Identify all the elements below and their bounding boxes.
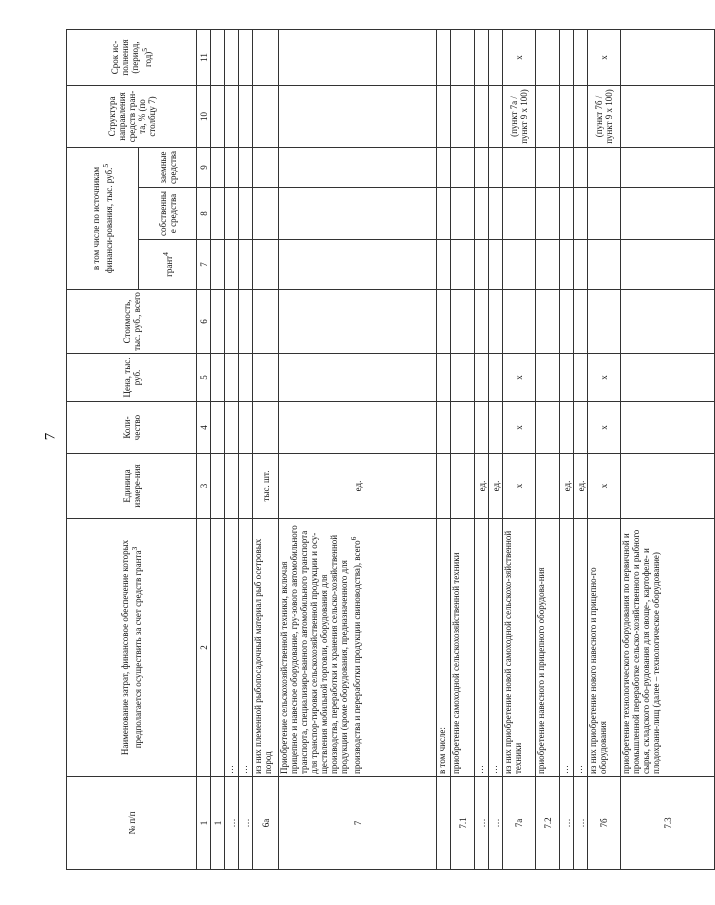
- cell-unit: [621, 454, 715, 519]
- col-number: 1: [197, 777, 211, 870]
- cell-num: …: [225, 777, 239, 870]
- header-name: Наименование затрат, финансовое обеспечение которых предполагается осуществить за счет средств гранта$^3$: [67, 519, 197, 777]
- cell-own: [489, 188, 503, 240]
- col-number: 11: [197, 29, 211, 85]
- header-sources: в том числе по источникам финанси-рования, тыс. руб.$^5$: [67, 147, 139, 289]
- cell-term: [253, 29, 279, 85]
- header-grant: грант$^4$: [139, 240, 197, 290]
- table-row: [588, 29, 621, 869]
- cell-qty: [211, 402, 225, 454]
- cell-num: 1: [211, 777, 225, 870]
- cell-term: [225, 29, 239, 85]
- cell-own: [475, 188, 489, 240]
- cell-loan: [621, 147, 715, 187]
- cell-loan: [437, 147, 451, 187]
- cell-cost: [503, 290, 536, 354]
- cell-grant: [489, 240, 503, 290]
- cell-name: приобретение самоходной сельскохозяйственной техники: [451, 519, 475, 777]
- header-qty: Коли-чество: [67, 402, 197, 454]
- col-number: 2: [197, 519, 211, 777]
- cell-price: [489, 354, 503, 402]
- cell-qty: [475, 402, 489, 454]
- cell-name: …: [225, 519, 239, 777]
- col-number: 8: [197, 188, 211, 240]
- cell-qty: х: [503, 402, 536, 454]
- cell-price: [239, 354, 253, 402]
- cell-qty: [560, 402, 574, 454]
- cell-term: [489, 29, 503, 85]
- cell-price: [253, 354, 279, 402]
- cell-grant: [211, 240, 225, 290]
- cell-unit: [437, 454, 451, 519]
- cell-num: 7.2: [536, 777, 560, 870]
- table-row: [574, 29, 588, 869]
- cell-own: [239, 188, 253, 240]
- table-row: [437, 29, 451, 869]
- table-body: [211, 29, 715, 869]
- cell-loan: [279, 147, 437, 187]
- cell-qty: [536, 402, 560, 454]
- table-row: [225, 29, 239, 869]
- header-term: Срок ис-полнения (период, год)$^5$: [67, 29, 197, 85]
- cell-cost: [489, 290, 503, 354]
- cell-own: [437, 188, 451, 240]
- col-number: 4: [197, 402, 211, 454]
- cell-price: х: [588, 354, 621, 402]
- cell-num: 7а: [503, 777, 536, 870]
- cell-qty: [489, 402, 503, 454]
- cell-grant: [536, 240, 560, 290]
- cell-num: 7.1: [451, 777, 475, 870]
- cell-own: [536, 188, 560, 240]
- cell-num: …: [489, 777, 503, 870]
- cell-name: из них племенной рыбопосадочный материал рыб осетровых пород: [253, 519, 279, 777]
- table-row: [253, 29, 279, 869]
- cell-struct: (пункт 7а / пункт 9 х 100): [503, 85, 536, 147]
- cell-unit: [536, 454, 560, 519]
- cell-qty: [253, 402, 279, 454]
- cell-name: из них приобретение новой самоходной сельскохо-зяйственной техники: [503, 519, 536, 777]
- cell-loan: [574, 147, 588, 187]
- cell-struct: [253, 85, 279, 147]
- table-row: [475, 29, 489, 869]
- cell-struct: [211, 85, 225, 147]
- cell-term: [239, 29, 253, 85]
- cell-cost: [560, 290, 574, 354]
- cell-loan: [489, 147, 503, 187]
- cell-term: [279, 29, 437, 85]
- header-unit: Единица измере-ния: [67, 454, 197, 519]
- table-row: [503, 29, 536, 869]
- cell-grant: [239, 240, 253, 290]
- header-num: № п/п: [67, 777, 197, 870]
- cell-name: Приобретение сельскохозяйственной техники, включая прицепное и навесное оборудование, гру-зового автомобильного транспорта, специализиро-ванного автомобильного транспорта для транспор-тировки сельскохозяйственной продукции и осу-ществления мобильной торговли, оборудования для производства, переработки и хранения сельско-хозяйственной продукции (кроме оборудования, предназначенного для производства и переработки продукции свиноводства), всего$^6$: [279, 519, 437, 777]
- cell-own: [503, 188, 536, 240]
- cell-struct: (пункт 7б / пункт 9 х 100): [588, 85, 621, 147]
- col-number: 6: [197, 290, 211, 354]
- cell-unit: ед.: [560, 454, 574, 519]
- cell-grant: [621, 240, 715, 290]
- cell-grant: [588, 240, 621, 290]
- cell-cost: [437, 290, 451, 354]
- cell-grant: [560, 240, 574, 290]
- cell-unit: [451, 454, 475, 519]
- cell-loan: [211, 147, 225, 187]
- cell-name: в том числе:: [437, 519, 451, 777]
- cell-name: …: [475, 519, 489, 777]
- cell-term: [536, 29, 560, 85]
- rotated-table-container: [66, 30, 673, 870]
- cell-grant: [574, 240, 588, 290]
- cell-struct: [489, 85, 503, 147]
- cell-cost: [225, 290, 239, 354]
- cell-num: 7б: [588, 777, 621, 870]
- cell-struct: [437, 85, 451, 147]
- cell-term: [560, 29, 574, 85]
- cell-term: [574, 29, 588, 85]
- cell-unit: ед.: [489, 454, 503, 519]
- column-numbers-row: [197, 29, 211, 869]
- cell-cost: [536, 290, 560, 354]
- header-structure: Структура направления средств гран-та, % (по столбцу 7): [67, 85, 197, 147]
- cell-unit: [211, 454, 225, 519]
- cell-cost: [279, 290, 437, 354]
- cell-unit: х: [588, 454, 621, 519]
- cell-grant: [451, 240, 475, 290]
- cell-name: [211, 519, 225, 777]
- cell-price: [536, 354, 560, 402]
- cell-num: 7: [279, 777, 437, 870]
- cell-loan: [503, 147, 536, 187]
- cell-term: [475, 29, 489, 85]
- cell-struct: [451, 85, 475, 147]
- cell-cost: [621, 290, 715, 354]
- cell-unit: [239, 454, 253, 519]
- header-own: собственные средства: [139, 188, 197, 240]
- table-row: [536, 29, 560, 869]
- cell-grant: [503, 240, 536, 290]
- cell-term: [451, 29, 475, 85]
- cell-name: …: [239, 519, 253, 777]
- table-row: [211, 29, 225, 869]
- header-cost: Стоимость, тыс. руб., всего: [67, 290, 197, 354]
- cell-unit: х: [503, 454, 536, 519]
- cell-struct: [536, 85, 560, 147]
- col-number: 7: [197, 240, 211, 290]
- cell-num: …: [574, 777, 588, 870]
- cell-grant: [279, 240, 437, 290]
- cell-num: …: [239, 777, 253, 870]
- cell-qty: [621, 402, 715, 454]
- cell-unit: ед.: [574, 454, 588, 519]
- cell-qty: х: [588, 402, 621, 454]
- table-row: [489, 29, 503, 869]
- cell-name: приобретение навесного и прицепного оборудова-ния: [536, 519, 560, 777]
- cell-price: [279, 354, 437, 402]
- cell-struct: [560, 85, 574, 147]
- cell-price: [621, 354, 715, 402]
- cell-qty: [451, 402, 475, 454]
- cell-price: [451, 354, 475, 402]
- cell-cost: [239, 290, 253, 354]
- cell-name: из них приобретение нового навесного и прицепно-го оборудования: [588, 519, 621, 777]
- cell-qty: [225, 402, 239, 454]
- cell-grant: [437, 240, 451, 290]
- cell-name: …: [489, 519, 503, 777]
- cell-grant: [253, 240, 279, 290]
- cell-own: [451, 188, 475, 240]
- cell-cost: [451, 290, 475, 354]
- cell-cost: [253, 290, 279, 354]
- cell-loan: [588, 147, 621, 187]
- cell-num: …: [560, 777, 574, 870]
- cell-price: [560, 354, 574, 402]
- cell-term: х: [588, 29, 621, 85]
- cell-price: [574, 354, 588, 402]
- cell-price: [437, 354, 451, 402]
- cell-unit: [225, 454, 239, 519]
- cell-loan: [475, 147, 489, 187]
- cell-qty: [437, 402, 451, 454]
- cell-unit: ед.: [475, 454, 489, 519]
- cell-struct: [574, 85, 588, 147]
- cell-unit: ед.: [279, 454, 437, 519]
- cell-own: [588, 188, 621, 240]
- cell-own: [560, 188, 574, 240]
- cell-cost: [574, 290, 588, 354]
- table-row: [451, 29, 475, 869]
- cell-loan: [451, 147, 475, 187]
- table-row: [239, 29, 253, 869]
- cell-struct: [621, 85, 715, 147]
- col-number: 10: [197, 85, 211, 147]
- cell-num: 7.3: [621, 777, 715, 870]
- col-number: 3: [197, 454, 211, 519]
- page-number: 7: [42, 432, 59, 441]
- cell-loan: [225, 147, 239, 187]
- col-number: 5: [197, 354, 211, 402]
- cell-own: [621, 188, 715, 240]
- cell-loan: [560, 147, 574, 187]
- cell-qty: [279, 402, 437, 454]
- cell-own: [574, 188, 588, 240]
- cell-price: [211, 354, 225, 402]
- cell-own: [225, 188, 239, 240]
- cell-struct: [279, 85, 437, 147]
- cell-own: [253, 188, 279, 240]
- cell-term: [211, 29, 225, 85]
- expense-table: [66, 29, 715, 870]
- cell-cost: [588, 290, 621, 354]
- cell-struct: [225, 85, 239, 147]
- cell-qty: [239, 402, 253, 454]
- cell-loan: [239, 147, 253, 187]
- cell-num: 6а: [253, 777, 279, 870]
- cell-grant: [475, 240, 489, 290]
- cell-cost: [211, 290, 225, 354]
- table-row: [621, 29, 715, 869]
- table-row: [279, 29, 437, 869]
- cell-num: …: [475, 777, 489, 870]
- table-row: [560, 29, 574, 869]
- cell-name: приобретение технологического оборудования по первичной и промышленной переработке сельско-хозяйственного и рыбного сырья, складского обо-рудования для овоще-, картофеле- и плодохрани-лищ (далее – технологическое оборудование): [621, 519, 715, 777]
- cell-price: х: [503, 354, 536, 402]
- cell-name: …: [560, 519, 574, 777]
- cell-term: [621, 29, 715, 85]
- cell-term: [437, 29, 451, 85]
- cell-cost: [475, 290, 489, 354]
- header-loan: заемные средства: [139, 147, 197, 187]
- cell-grant: [225, 240, 239, 290]
- cell-own: [211, 188, 225, 240]
- cell-own: [279, 188, 437, 240]
- cell-price: [225, 354, 239, 402]
- cell-num: [437, 777, 451, 870]
- cell-struct: [475, 85, 489, 147]
- header-price: Цена, тыс. руб.: [67, 354, 197, 402]
- cell-loan: [536, 147, 560, 187]
- cell-loan: [253, 147, 279, 187]
- cell-name: …: [574, 519, 588, 777]
- cell-qty: [574, 402, 588, 454]
- cell-unit: тыс. шт.: [253, 454, 279, 519]
- cell-price: [475, 354, 489, 402]
- cell-struct: [239, 85, 253, 147]
- col-number: 9: [197, 147, 211, 187]
- cell-term: х: [503, 29, 536, 85]
